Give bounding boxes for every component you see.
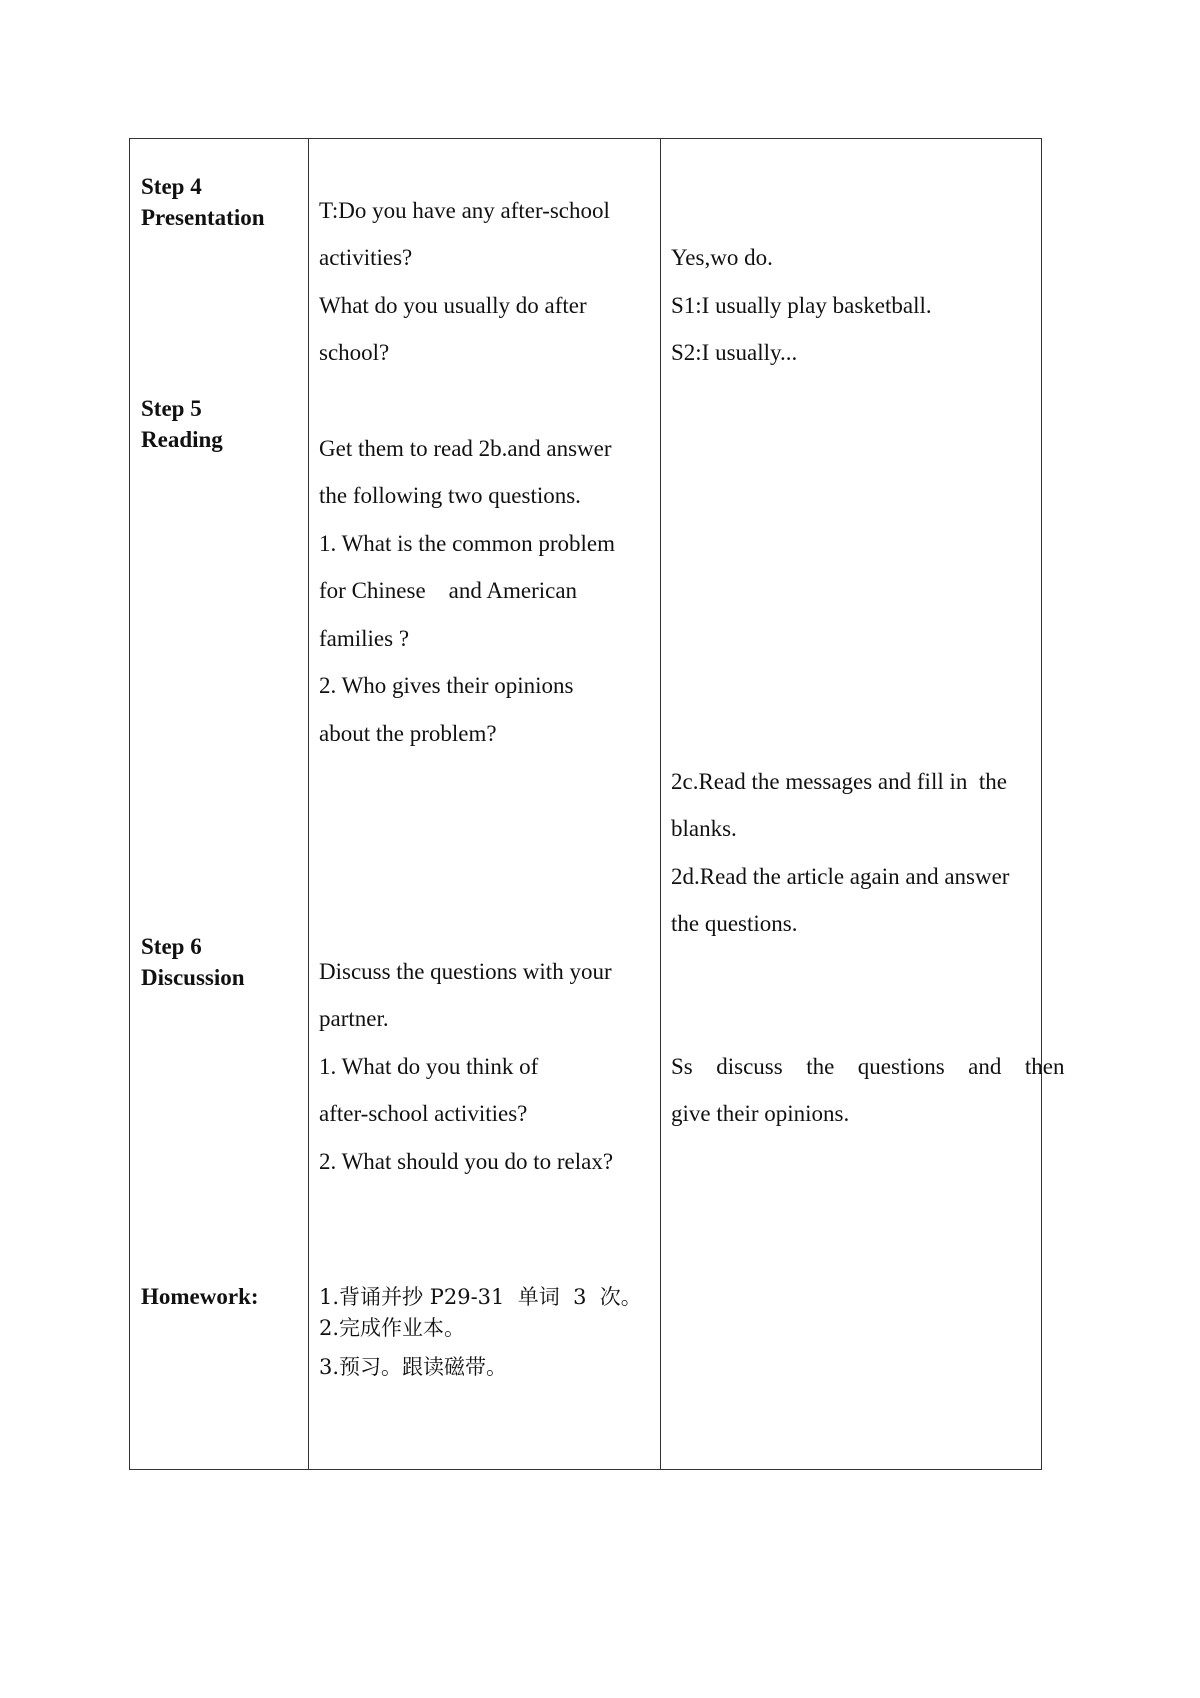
step6-teacher-line: 2. What should you do to relax? bbox=[319, 1149, 614, 1174]
lesson-plan-table bbox=[129, 138, 1065, 1470]
step4-label: Step 4 bbox=[141, 174, 202, 199]
homework-item: 1.背诵并抄 P29-31 单词 3 次。 bbox=[319, 1285, 642, 1309]
step6-teacher-line: partner. bbox=[319, 1006, 389, 1031]
step4-teacher-line: activities? bbox=[319, 245, 413, 270]
step4-student-line: S2:I usually... bbox=[671, 340, 798, 365]
step5-student-line: 2c.Read the messages and fill in the bbox=[671, 769, 1007, 794]
step4-student-line: S1:I usually play basketball. bbox=[671, 293, 932, 318]
step6-student-line: Ss discuss the questions and then bbox=[671, 1054, 1065, 1079]
step6-teacher-line: Discuss the questions with your bbox=[319, 959, 612, 984]
step5-teacher-line: Get them to read 2b.and answer bbox=[319, 436, 612, 461]
homework-item: 3.预习。跟读磁带。 bbox=[319, 1355, 508, 1379]
step5-label: Step 5 bbox=[141, 396, 202, 421]
step4-teacher-line: school? bbox=[319, 340, 390, 365]
step5-teacher-line: 2. Who gives their opinions bbox=[319, 673, 574, 698]
step4-student-line: Yes,wo do. bbox=[671, 245, 773, 270]
step4-teacher-line: What do you usually do after bbox=[319, 293, 587, 318]
step6-teacher-line: after-school activities? bbox=[319, 1101, 528, 1126]
step5-teacher-line: the following two questions. bbox=[319, 483, 581, 508]
step5-student-line: 2d.Read the article again and answer bbox=[671, 864, 1010, 889]
column-divider bbox=[660, 139, 661, 1469]
step6-title: Discussion bbox=[141, 965, 245, 990]
step5-student-line: the questions. bbox=[671, 911, 798, 936]
step5-teacher-line: about the problem? bbox=[319, 721, 497, 746]
step5-teacher-line: families ? bbox=[319, 626, 410, 651]
homework-label: Homework: bbox=[141, 1284, 259, 1309]
step4-title: Presentation bbox=[141, 205, 265, 230]
homework-item: 2.完成作业本。 bbox=[319, 1316, 466, 1340]
step5-student-line: blanks. bbox=[671, 816, 737, 841]
step6-teacher-line: 1. What do you think of bbox=[319, 1054, 539, 1079]
step6-label: Step 6 bbox=[141, 934, 202, 959]
step5-teacher-line: for Chinese and American bbox=[319, 578, 578, 603]
step5-teacher-line: 1. What is the common problem bbox=[319, 531, 615, 556]
step4-teacher-line: T:Do you have any after-school bbox=[319, 198, 610, 223]
step5-title: Reading bbox=[141, 427, 223, 452]
step6-student-line: give their opinions. bbox=[671, 1101, 850, 1126]
column-divider bbox=[308, 139, 309, 1469]
